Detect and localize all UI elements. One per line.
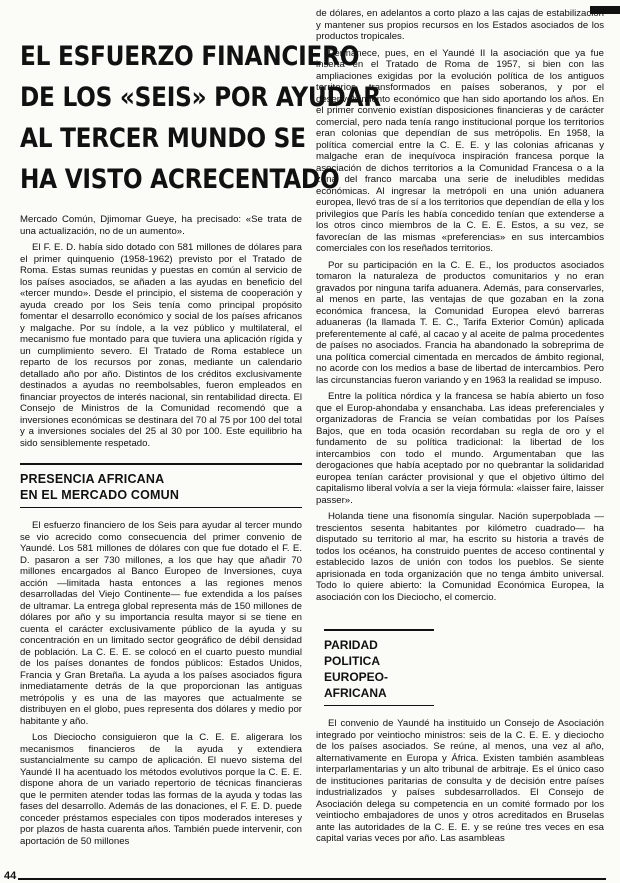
section-heading-line: PARIDAD POLITICA <box>324 638 380 668</box>
bottom-rule <box>18 878 606 880</box>
headline <box>20 36 381 200</box>
body-paragraph: Los Dieciocho consiguieron que la C. E. E. aligerara los mecanismos financieros de la ayuda y extendiera sustancialmente su campo de aplicación. El nuevo sistema del Yaundé II ha acentuado los métodos evolutivos porque la C. E. E. dispone ahora de un variado repertorio de técnicas financieras que le permiten atender todas las formas de la ayuda y todas las fases del desarrollo. Además de las donaciones, el F. E. D. puede conceder préstamos especiales con tipos moderados intereses y por plazos de hasta cuarenta años. También puede intervenir, con aportación de 50 millones <box>20 732 302 847</box>
body-paragraph: Permanece, pues, en el Yaundé II la asociación que ya fue inserta en el Tratado de Roma de 1957, si bien con las ampliaciones exigidas por la evolución política de los antiguos territorios, transformados en países soberanos, y por el desenvolvimiento económico que han sido aportando los años. En el primer convenio existían disposiciones financieras y de carácter comercial, pero nada tenía rango institucional porque los territorios eran colonias que dependían de sus metrópolis. En 1958, la política comercial entre la C. E. E. y las colonias africanas y malgache eran de inequívoca inspiración francesa porque la asociación de dichos territorios a la Comunidad Francesa o a la zona del franco marcaba una serie de ineludibles medidas económicas. Al ingresar la metrópoli en una unión aduanera europea, llevó tras de sí a los territorios que dependían de ella y los privilegios que París les había concedido tenían que extenderse a los otros cinco miembros de la C. E. E. Estos, a su vez, se favorecían de las mismas «preferencias» en sus intercambios comerciales con los reseñados territorios. <box>316 47 604 254</box>
body-paragraph: El convenio de Yaundé ha instituido un Consejo de Asociación integrado por veintiocho ministros: seis de la C. E. E. y dieciocho de los países asociados. Se reúne, al menos, una vez al año, alternativamente en Europa y África. Existen también asambleas interparlamentarias y un alto tribunal de arbitraje. Es el único caso de instituciones paritarias de consulta y de decisión entre países industrializados y países subdesarrollados. El Consejo de Asociación delega su competencia en un comité formado por los veintiocho embajadores de unos y otros acreditados en Bruselas ante las autoridades de la C. E. E. y se reúne tres veces en esa capital varias veces por año. Las asambleas <box>316 718 604 844</box>
section-heading-line: PRESENCIA AFRICANA <box>20 472 165 486</box>
body-paragraph: Holanda tiene una fisonomía singular. Nación superpoblada —trescientos sesenta habitantes por kilómetro cuadrado— ha disputado su territorio al mar, ha escrito su historia a través de todos los océanos, ha construido puentes de acceso continental y establecido lazos de unión con todos los pueblos. Se siente aprisionada en toda organización que no tenga ámbito universal. Todo lo quiere abierto: la Comunidad Económica Europea, la asociación con los Dieciocho, el comercio. <box>316 511 604 603</box>
body-paragraph: El esfuerzo financiero de los Seis para ayudar al tercer mundo se vio acrecido como consecuencia del primer convenio de Yaundé. Los 581 millones de dólares con que fue dotado el F. E. D. pasaron a ser 730 millones, a los que hay que añadir 70 millones encargados al Banco Europeo de Inversiones, cuya acción —limitada hasta entonces a las regiones menos desarrolladas del Viejo Continente— fue extendida a los países de ultramar. La entrega global representa más de 150 millones de dólares por año y su importancia resulta mayor si se tiene en cuenta el carácter exclusivamente público de la ayuda y su concentración en un limitado sector geográfico de débil densidad de población. La C. E. E. se colocó en el cuarto puesto mundial de los países donantes de fondos públicos: Estados Unidos, Francia y Gran Bretaña. La ayuda a los países asociados figura inmediatamente detrás de la que proporcionan las antiguas metrópolis y es una de las mayores que actualmente se distribuyen en el globo, pues representa dos dólares y medio por habitante y año. <box>20 520 302 727</box>
body-paragraph: Entre la política nórdica y la francesa se había abierto un foso que el Europ-ahondaba y ensanchaba. Las ideas preferenciales y organizadoras de Francia se veían combatidas por los Países Bajos, que en toda ocasión recordaban su regla de oro y el fundamento de su política tradicional: la libertad de los intercambios con todo el mundo. Argumentaban que las derogaciones que había aceptado por no quebrantar la solidaridad europea tenían carácter provisional y que el objetivo último del capitalismo liberal volvía a ser la vieja fórmula: «laisser faire, laisser passer». <box>316 391 604 506</box>
page-number: 44 <box>4 870 17 882</box>
right-column <box>316 8 604 850</box>
headline-line: AL TERCER MUNDO SE <box>20 123 306 154</box>
section-heading-left <box>20 463 302 508</box>
headline-line: HA VISTO ACRECENTADO <box>20 164 340 195</box>
body-paragraph: Por su participación en la C. E. E., los productos asociados tomaron la naturaleza de productos comunitarios y no eran gravados por ninguna tarifa aduanera. Además, para conservarles, al menos en parte, las ventajas de que gozaban en la zona económica francesa, la Comunidad Europea elevó barreras aduaneras (la llamada T. E. C., Tarifa Exterior Común) aplicada preferentemente al café, al cacao y al aceite de palma procedentes de países no asociados. Francia ha abandonado la sobreprima de una política comercial cimentada en mercados de ámbito regional, no acorde con los medios a base de libertad de intercambios. Pero las circunstancias fueron variando y en 1963 la realidad se impuso. <box>316 259 604 386</box>
headline-line: DE LOS «SEIS» POR AYUDAR <box>20 82 381 113</box>
headline-line: EL ESFUERZO FINANCIERO <box>20 41 360 72</box>
intro-paragraph: Mercado Común, Djimomar Gueye, ha precisado: «Se trata de una actualización, no de un aumento». <box>20 214 302 237</box>
section-heading-line: EN EL MERCADO COMUN <box>20 488 180 502</box>
body-paragraph: de dólares, en adelantos a corto plazo a las cajas de estabilización y mantener sus propios recursos en los Estados asociados de los productos tropicales. <box>316 8 604 42</box>
section-heading-right <box>324 629 434 706</box>
section-heading-line: EUROPEO-AFRICANA <box>324 670 389 700</box>
intro-paragraph: El F. E. D. había sido dotado con 581 millones de dólares para el primer quinquenio (1958-1962) previsto por el Tratado de Roma. Estas sumas reunidas y puestas en común al servicio de los países asociados, se añaden a las ayudas en beneficio del «tercer mundo». Desde el principio, el sistema de cooperación y ayuda creado por los Seis tenía como principal propósito fomentar el desarrollo económico y social de los países africanos y malgache. Por su índole, a la vez público y multilateral, el mecanismo fue montado para que tuviera una aplicación rígida y un cumplimiento severo. El Tratado de Roma establece un reparto de los recursos por zonas, mediante un calendario detallado año por año. Distintos de los créditos exclusivamente destinados a ayudas no reembolsables, fueron empleados en financiar proyectos de interés nacional, sin rentabilidad directa. El Consejo de Ministros de la Comunidad recomendó que a inversiones económicas se destinara del 70 al 75 por 100 del total y a inversiones sociales del 25 al 30 por 100. Este equilibrio ha sido sensiblemente respetado. <box>20 242 302 449</box>
